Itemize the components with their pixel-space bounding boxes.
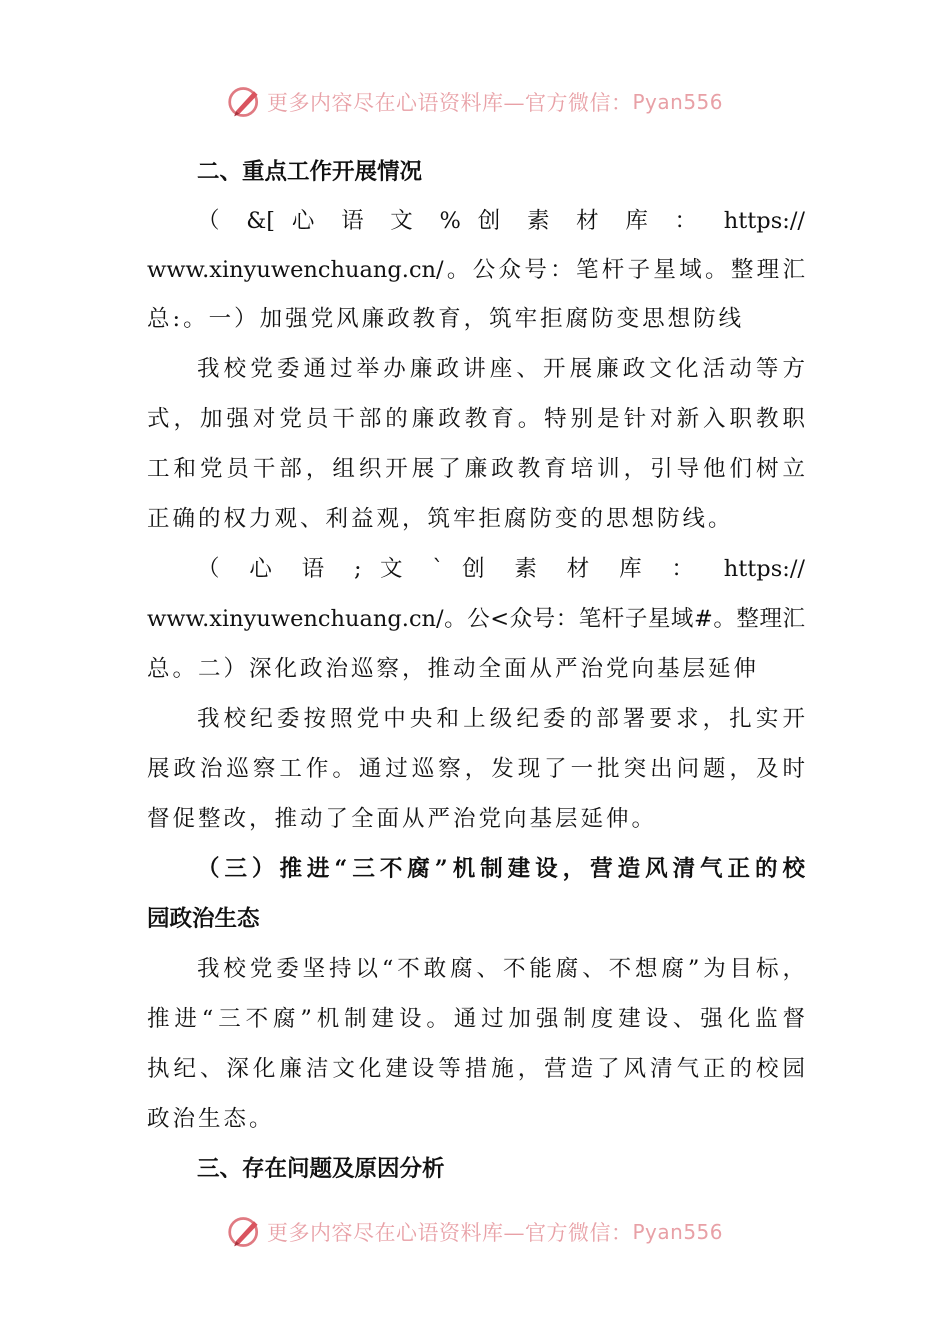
watermark-text: 更多内容尽在心语资料库—官方微信： <box>266 91 633 115</box>
watermark-wechat-id: Pyan556 <box>632 1220 723 1244</box>
body-line: 我校纪委按照党中央和上级纪委的部署要求，扎实开 <box>197 706 805 732</box>
watermark-header <box>0 82 950 122</box>
body-line: 督促整改，推动了全面从严治党向基层延伸。 <box>147 806 658 832</box>
subsection-heading: 园政治生态 <box>147 906 260 932</box>
subsection-heading: 总:。一）加强党风廉政教育，筑牢拒腐防变思想防线 <box>147 306 745 332</box>
body-line: 执纪、深化廉洁文化建设等措施，营造了风清气正的校园 <box>147 1056 805 1082</box>
body-line: 展政治巡察工作。通过巡察，发现了一批突出问题，及时 <box>147 756 805 782</box>
body-line: （ &[ 心 语 文 % 创 素 材 库 ： https:// <box>197 208 805 234</box>
body-line: www.xinyuwenchuang.cn/。公<众号：笔杆子星域#。整理汇 <box>147 606 805 632</box>
section-heading: 二、重点工作开展情况 <box>197 159 423 185</box>
body-line: 我校党委坚持以“不敢腐、不能腐、不想腐”为目标， <box>197 956 805 982</box>
pen-logo-icon <box>227 1214 263 1250</box>
body-line: 我校党委通过举办廉政讲座、开展廉政文化活动等方 <box>197 356 805 382</box>
body-line: 式，加强对党员干部的廉政教育。特别是针对新入职教职 <box>147 406 805 432</box>
watermark-footer <box>0 1212 950 1252</box>
subsection-heading: 总。二）深化政治巡察，推动全面从严治党向基层延伸 <box>147 656 760 682</box>
body-line: www.xinyuwenchuang.cn/。公众号：笔杆子星域。整理汇 <box>147 257 805 283</box>
body-line: 正确的权力观、利益观，筑牢拒腐防变的思想防线。 <box>147 506 734 532</box>
body-line: 政治生态。 <box>147 1106 275 1132</box>
body-line: （ 心 语 ; 文 ` 创 素 材 库 ： https:// <box>197 556 805 582</box>
body-line: 推进“三不腐”机制建设。通过加强制度建设、强化监督 <box>147 1006 805 1032</box>
watermark-text: 更多内容尽在心语资料库—官方微信： <box>266 1221 633 1245</box>
subsection-heading: （三）推进“三不腐”机制建设，营造风清气正的校 <box>197 856 805 882</box>
pen-logo-icon <box>227 84 263 120</box>
body-line: 工和党员干部，组织开展了廉政教育培训，引导他们树立 <box>147 456 805 482</box>
section-heading: 三、存在问题及原因分析 <box>197 1156 445 1182</box>
watermark-wechat-id: Pyan556 <box>632 90 723 114</box>
